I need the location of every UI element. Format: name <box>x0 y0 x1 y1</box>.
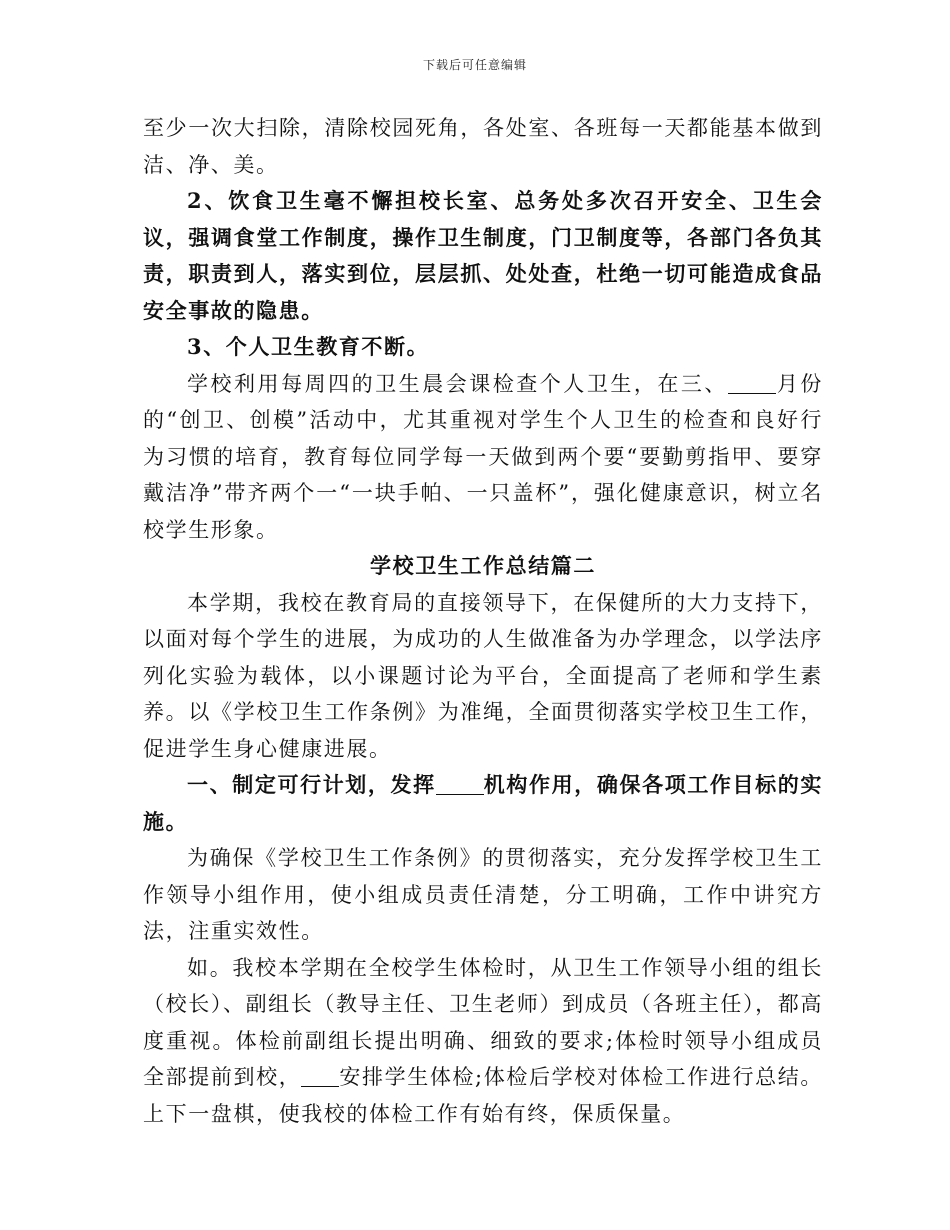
page-header-note: 下载后可任意编辑 <box>422 58 527 72</box>
paragraph-cleaning: 至少一次大扫除，清除校园死角，各处室、各班每一天都能基本做到洁、净、美。 <box>143 116 823 177</box>
paragraph-text-segment: 安排学生体检;体检后学校对体检工作进行总结。上下一盘棋，使我校的体检工作有始有终，保质保量。 <box>143 1065 823 1126</box>
paragraph-text-segment: 学校利用每周四的卫生晨会课检查个人卫生，在三、 <box>187 371 728 396</box>
paragraph-plan: 为确保《学校卫生工作条例》的贯彻落实，充分发挥学校卫生工作领导小组作用，使小组成员责任清楚，分工明确，工作中讲究方法，注重实效性。 <box>143 846 823 943</box>
section-title: 学校卫生工作总结篇二 <box>370 553 596 578</box>
document-body <box>143 110 823 1132</box>
paragraph-plan-heading <box>143 767 823 840</box>
paragraph-personal-hygiene-heading: 3、个人卫生教育不断。 <box>187 334 430 359</box>
paragraph-food-hygiene: 2、饮食卫生毫不懈担校长室、总务处多次召开安全、卫生会议，强调食堂工作制度，操作卫生制度，门卫制度等，各部门各负其责，职责到人，落实到位，层层抓、处处查，杜绝一切可能造成食品安全事故的隐患。 <box>143 188 823 323</box>
fill-in-blank <box>436 774 484 795</box>
paragraph-text-segment: 机构作用，确保各项工作目标的实施。 <box>143 772 823 834</box>
paragraph-text-segment: 月份的“创卫、创模”活动中，尤其重视对学生个人卫生的检查和良好行为习惯的培育，教育每位同学每一天做到两个要“要勤剪指甲、要穿戴洁净”带齐两个一“一块手帕、一只盖杯”，强化健康意识，树立名校学生形象。 <box>143 371 823 542</box>
paragraph-text-segment: 一、制定可行计划，发挥 <box>187 772 436 797</box>
fill-in-blank <box>301 1066 339 1087</box>
paragraph-text-segment: 如。我校本学期在全校学生体检时，从卫生工作领导小组的组长（校长）、副组长（教导主任、卫生老师）到成员（各班主任），都高度重视。体检前副组长提出明确、细致的要求;体检时领导小组成员全部提前到校， <box>143 955 823 1089</box>
fill-in-blank <box>728 373 776 394</box>
paragraph-intro: 本学期，我校在教育局的直接领导下，在保健所的大力支持下，以面对每个学生的进展，为成功的人生做准备为办学理念，以学法序列化实验为载体，以小课题讨论为平台，全面提高了老师和学生素养。以《学校卫生工作条例》为准绳，全面贯彻落实学校卫生工作，促进学生身心健康进展。 <box>143 590 823 761</box>
paragraph-personal-hygiene <box>143 366 823 549</box>
paragraph-health-check <box>143 950 823 1133</box>
